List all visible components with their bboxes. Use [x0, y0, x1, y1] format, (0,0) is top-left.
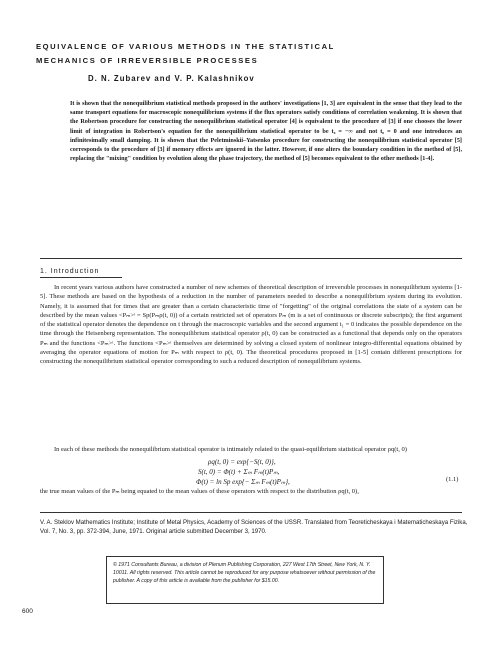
section-heading-underline	[40, 277, 122, 278]
copyright-box: © 1971 Consultants Bureau, a division of Plenum Publishing Corporation, 227 West 17th Street, New York, N. Y. 10011. All rights reserved. This article cannot be reproduced for any purpose whatsoever without permission of the publisher. A copy of this article is available from the publisher for $15.00.	[106, 556, 384, 604]
section-rule	[40, 258, 462, 259]
affiliation-footnote: V. A. Steklov Mathematics Institute; Institute of Metal Physics, Academy of Sciences of the USSR. Translated from Teoreticheskaya i Matematicheskaya Fizika, Vol. 7, No. 3, pp. 372-394, June, 1971. Original article submitted December 3, 1970.	[40, 519, 468, 536]
footnote-rule	[40, 512, 462, 513]
article-title	[36, 40, 335, 68]
authors: D. N. Zubarev and V. P. Kalashnikov	[88, 74, 255, 83]
equation-number: (1.1)	[446, 476, 459, 483]
equation-line-3: Φ(t) = ln Sp exp{− Σₘ Fₘ(t)Pₘ},	[196, 478, 290, 486]
intro-paragraph-2: In each of these methods the nonequilibrium statistical operator is intimately related to the quasi-equilibrium statistical operator ρq(t, 0)	[54, 446, 407, 453]
equation-line-2: S(t, 0) = Φ(t) + Σₘ Fₘ(t)Pₘ,	[198, 468, 280, 476]
equation-line-1: ρq(t, 0) = exp{−S(t, 0)},	[208, 458, 276, 466]
title-line-2: MECHANICS OF IRREVERSIBLE PROCESSES	[36, 56, 259, 65]
abstract: It is shown that the nonequilibrium statistical methods proposed in the authors' investigations [1, 3] are equivalent in the sense that they lead to the same transport equations for macroscopic nonequilibrium systems if the flux operators satisfy conditions of correlation weakening. It is shown that the Robertson procedure for constructing the nonequilibrium statistical operator [4] is equivalent to the procedure of [3] if one chooses the lower limit of integration in Robertson's equation for the nonequilibrium statistical operator to be t₀ = −∞ and not t₀ = 0 and one introduces an infinitesimally small damping. It is shown that the Peletminskii–Yatsenko procedure for constructing the nonequilibrium statistical operator [5] corresponds to the procedure of [3] if memory effects are ignored in the latter. However, if one alters the boundary condition in the method of [5], replacing the "mixing" condition by evolution along the phase trajectory, the method of [5] becomes equivalent to the other methods [1-4].	[70, 100, 462, 163]
intro-paragraph-3: the true mean values of the Pₘ being equated to the mean values of these operators with respect to the distribution ρq(t, 0),	[40, 488, 359, 495]
title-line-1: EQUIVALENCE OF VARIOUS METHODS IN THE STATISTICAL	[36, 42, 335, 51]
page-number: 600	[22, 608, 33, 615]
section-heading: 1. Introduction	[40, 268, 100, 275]
intro-paragraph-1: In recent years various authors have constructed a number of new schemes of theoretical description of irreversible processes in nonequilibrium systems [1-5]. These methods are based on the hypothesis of a reduction in the number of parameters needed to describe a nonequilibrium system during its evolution. Namely, it is assumed that for times that are greater than a certain characteristic time of "forgetting" of the original correlations the state of a system can be described by the mean values <Pₘ>ᵗ = Sp(Pₘρ(t, 0)) of a certain restricted set of operators Pₘ (m is a set of continuous or discrete subscripts); the first argument of the statistical operator denotes the dependence on t through the macroscopic variables and the second argument t₁ = 0 indicates the possible dependence on the time through the Heisenberg representation. The nonequilibrium statistical operator ρ(t, 0) can be constructed as a functional that depends only on the operators Pₘ and the functions <Pₘ>ᵗ. The functions <Pₘ>ᵗ themselves are determined by solving a closed system of nonlinear integro-differential equations obtained by averaging the operator equations of motion for Pₘ with respect to ρ(t, 0). The theoretical procedures proposed in [1-5] contain different prescriptions for constructing the nonequilibrium statistical operator corresponding to such a reduced description of nonequilibrium systems.	[40, 284, 462, 366]
